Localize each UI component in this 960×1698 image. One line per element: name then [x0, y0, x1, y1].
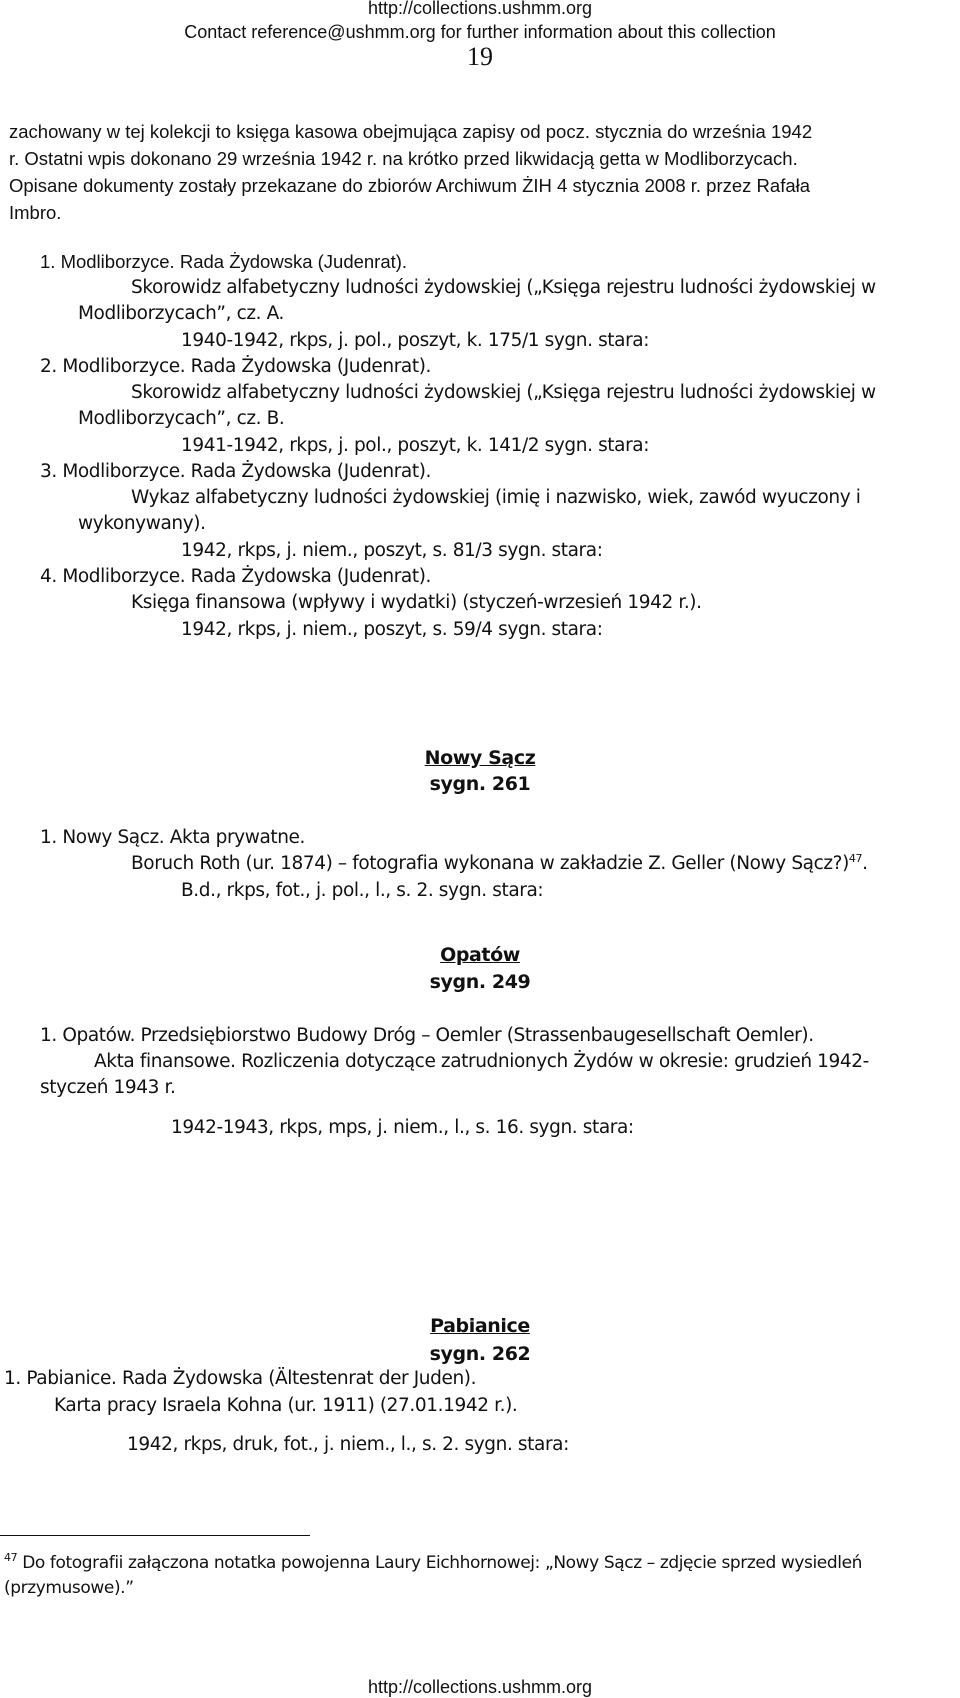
footnote-separator	[0, 1535, 310, 1536]
section-sygn-nowy-sacz: sygn. 261	[429, 773, 531, 795]
section-heading-opatow: Opatów	[440, 944, 520, 966]
entry-1-title-line-1: Skorowidz alfabetyczny ludności żydowskiej („Księga rejestru ludności żydowskiej w	[131, 277, 876, 298]
footnote-line-2: (przymusowe).”	[4, 1578, 134, 1598]
entry-1-title-line-2: Modliborzycach”, cz. A.	[78, 303, 285, 324]
entry-4-meta: 1942, rkps, j. niem., poszyt, s. 59/4 sygn. stara:	[181, 619, 603, 640]
section-heading-pabianice: Pabianice	[430, 1315, 530, 1337]
header-url[interactable]: http://collections.ushmm.org	[367, 0, 593, 18]
intro-line-1: zachowany w tej kolekcji to księga kasowa obejmująca zapisy od pocz. stycznia do września 1942	[9, 121, 813, 142]
nowy-sacz-entry-title: Boruch Roth (ur. 1874) – fotografia wykonana w zakładzie Z. Geller (Nowy Sącz?)$^{47}$.	[131, 852, 868, 874]
footnote-number: 47	[4, 1551, 18, 1564]
footer-url[interactable]: http://collections.ushmm.org	[367, 1677, 593, 1697]
opatow-entry-meta: 1942-1943, rkps, mps, j. niem., l., s. 16. sygn. stara:	[171, 1117, 634, 1138]
intro-line-4: Imbro.	[9, 202, 62, 223]
entry-1-heading: 1. Modliborzyce. Rada Żydowska (Judenrat).	[40, 251, 408, 272]
entry-2-meta: 1941-1942, rkps, j. pol., poszyt, k. 141/2 sygn. stara:	[181, 435, 650, 456]
intro-line-2: r. Ostatni wpis dokonano 29 września 1942 r. na krótko przed likwidacją getta w Modliborzycach.	[9, 148, 798, 169]
section-sygn-opatow: sygn. 249	[429, 971, 531, 993]
entry-2-title-line-1: Skorowidz alfabetyczny ludności żydowskiej („Księga rejestru ludności żydowskiej w	[131, 382, 876, 403]
nowy-sacz-entry-heading: 1. Nowy Sącz. Akta prywatne.	[40, 827, 306, 848]
section-sygn-pabianice: sygn. 262	[429, 1343, 531, 1365]
entry-2-heading: 2. Modliborzyce. Rada Żydowska (Judenrat).	[40, 356, 432, 377]
entry-4-heading: 4. Modliborzyce. Rada Żydowska (Judenrat).	[40, 566, 432, 587]
pabianice-entry-heading: 1. Pabianice. Rada Żydowska (Ältestenrat der Juden).	[4, 1368, 477, 1389]
entry-3-meta: 1942, rkps, j. niem., poszyt, s. 81/3 sygn. stara:	[181, 540, 603, 561]
opatow-entry-title-line-2: styczeń 1943 r.	[40, 1077, 176, 1098]
opatow-entry-title-line-1: Akta finansowe. Rozliczenia dotyczące zatrudnionych Żydów w okresie: grudzień 1942-	[94, 1051, 869, 1072]
entry-3-title-line-2: wykonywany).	[78, 513, 206, 534]
footnote-line-1: $^{47}$ Do fotografii załączona notatka powojenna Laury Eichhornowej: „Nowy Sącz – zdjęcie sprzed wysiedleń	[4, 1551, 863, 1573]
entry-4-title-line-1: Księga finansowa (wpływy i wydatki) (styczeń-wrzesień 1942 r.).	[131, 592, 702, 613]
footnote-ref-47[interactable]: 47	[848, 852, 863, 865]
nowy-sacz-entry-meta: B.d., rkps, fot., j. pol., l., s. 2. sygn. stara:	[181, 880, 544, 901]
intro-line-3: Opisane dokumenty zostały przekazane do zbiorów Archiwum ŻIH 4 stycznia 2008 r. przez Rafała	[9, 175, 811, 196]
entry-1-meta: 1940-1942, rkps, j. pol., poszyt, k. 175/1 sygn. stara:	[181, 330, 650, 351]
page-number: 19	[467, 42, 493, 71]
section-heading-nowy-sacz: Nowy Sącz	[424, 747, 536, 769]
header-contact: Contact reference@ushmm.org for further information about this collection	[184, 22, 776, 42]
pabianice-entry-title: Karta pracy Israela Kohna (ur. 1911) (27.01.1942 r.).	[54, 1395, 518, 1416]
pabianice-entry-meta: 1942, rkps, druk, fot., j. niem., l., s. 2. sygn. stara:	[127, 1434, 569, 1455]
entry-3-title-line-1: Wykaz alfabetyczny ludności żydowskiej (imię i nazwisko, wiek, zawód wyuczony i	[131, 487, 861, 508]
entry-3-heading: 3. Modliborzyce. Rada Żydowska (Judenrat).	[40, 461, 432, 482]
opatow-entry-heading: 1. Opatów. Przedsiębiorstwo Budowy Dróg – Oemler (Strassenbaugesellschaft Oemler).	[40, 1025, 814, 1046]
entry-2-title-line-2: Modliborzycach”, cz. B.	[78, 408, 285, 429]
